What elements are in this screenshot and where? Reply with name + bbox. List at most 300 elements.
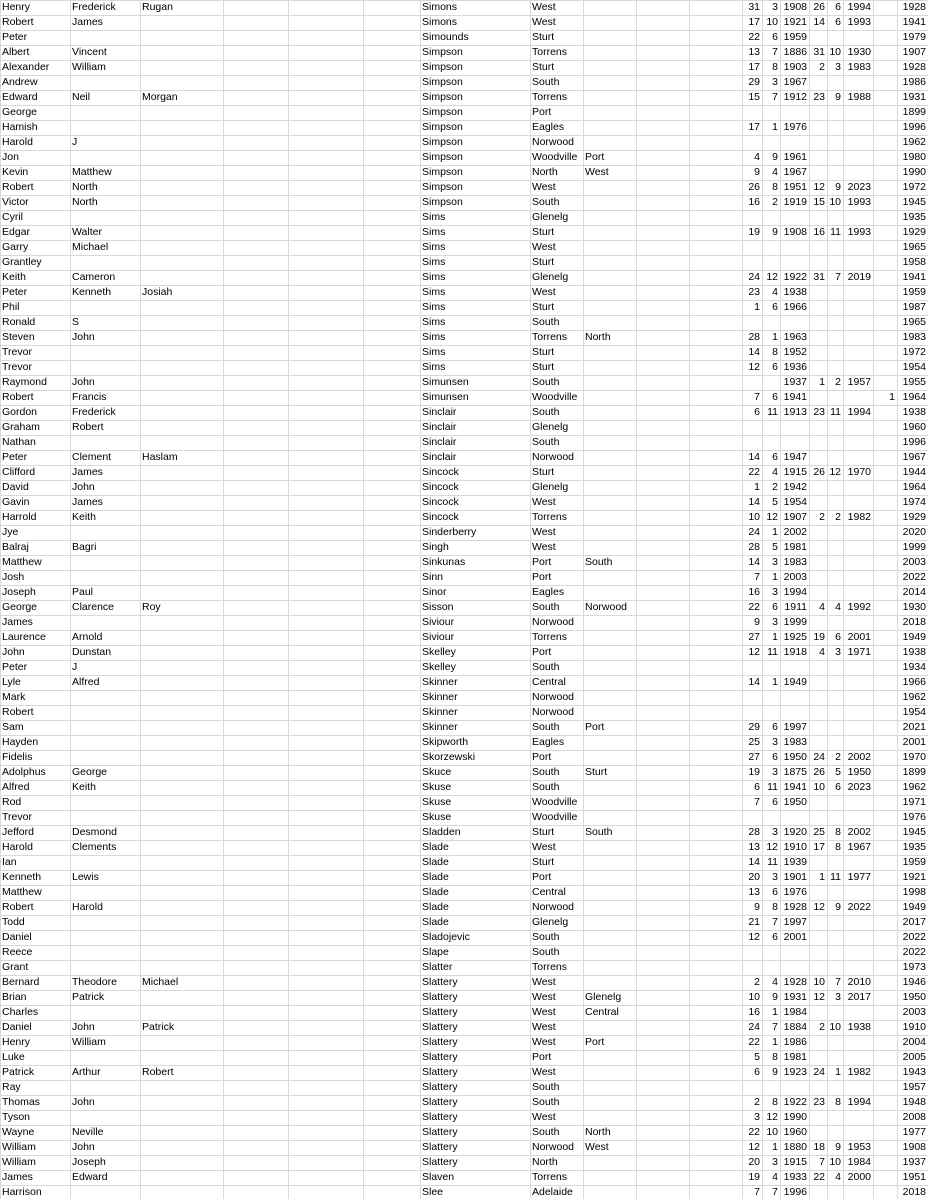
first-name-cell[interactable]: Lyle (2, 676, 21, 688)
middle-name-cell[interactable]: Francis (72, 391, 107, 403)
surname-cell[interactable]: Slattery (422, 1141, 458, 1153)
death-day-cell[interactable]: 25 (813, 826, 825, 838)
middle-name-cell[interactable]: North (72, 196, 98, 208)
birth-year-cell[interactable] (780, 105, 809, 120)
middle-name-cell[interactable]: Patrick (72, 991, 105, 1003)
debut-year-cell[interactable]: 2017 (902, 916, 926, 928)
birth-month-cell[interactable]: 7 (772, 1186, 778, 1198)
first-name-cell[interactable]: Jye (2, 526, 19, 538)
birth-day-cell[interactable]: 21 (748, 916, 760, 928)
second-club-cell[interactable] (583, 495, 638, 510)
second-middle-name-cell[interactable] (140, 480, 225, 495)
middle-name-cell[interactable] (70, 75, 142, 90)
birth-month-cell[interactable]: 6 (772, 721, 778, 733)
birth-month-cell[interactable] (762, 420, 780, 435)
surname-cell[interactable]: Simpson (422, 166, 463, 178)
surname-cell[interactable]: Simunsen (422, 391, 469, 403)
first-name-cell[interactable]: Garry (2, 241, 29, 253)
birth-month-cell[interactable]: 3 (772, 1156, 778, 1168)
death-year-cell[interactable] (843, 690, 873, 705)
death-day-cell[interactable] (809, 705, 827, 720)
surname-cell[interactable]: Slee (422, 1186, 444, 1198)
birth-year-cell[interactable]: 1938 (783, 286, 807, 298)
birth-month-cell[interactable]: 12 (766, 271, 778, 283)
death-year-cell[interactable] (843, 810, 873, 825)
debut-year-cell[interactable]: 1986 (902, 76, 926, 88)
debut-year-cell[interactable]: 1931 (902, 91, 926, 103)
surname-cell[interactable]: Skuse (422, 811, 452, 823)
death-day-cell[interactable] (809, 495, 827, 510)
death-day-cell[interactable] (809, 330, 827, 345)
surname-cell[interactable]: Slade (422, 886, 449, 898)
extra-cell[interactable] (873, 705, 897, 720)
club-cell[interactable]: West (532, 286, 556, 298)
first-name-cell[interactable]: William (2, 1141, 36, 1153)
club-cell[interactable]: Norwood (532, 1141, 575, 1153)
death-day-cell[interactable] (809, 690, 827, 705)
death-year-cell[interactable] (843, 435, 873, 450)
club-cell[interactable]: South (532, 1081, 560, 1093)
death-month-cell[interactable] (827, 150, 843, 165)
surname-cell[interactable]: Simpson (422, 106, 463, 118)
death-day-cell[interactable]: 31 (813, 46, 825, 58)
club-cell[interactable]: South (532, 931, 560, 943)
extra-cell[interactable] (873, 585, 897, 600)
birth-day-cell[interactable]: 14 (748, 346, 760, 358)
birth-month-cell[interactable]: 3 (772, 76, 778, 88)
first-name-cell[interactable]: Daniel (2, 931, 32, 943)
first-name-cell[interactable]: Peter (2, 661, 28, 673)
second-middle-name-cell[interactable] (140, 390, 225, 405)
second-middle-name-cell[interactable] (140, 240, 225, 255)
first-name-cell[interactable]: Andrew (2, 76, 38, 88)
debut-year-cell[interactable]: 1987 (902, 301, 926, 313)
middle-name-cell[interactable] (70, 120, 142, 135)
second-middle-name-cell[interactable] (140, 615, 225, 630)
death-year-cell[interactable]: 1950 (847, 766, 871, 778)
death-year-cell[interactable] (843, 660, 873, 675)
first-name-cell[interactable]: Raymond (2, 376, 47, 388)
birth-day-cell[interactable] (742, 660, 762, 675)
debut-year-cell[interactable]: 1979 (902, 31, 926, 43)
surname-cell[interactable]: Slattery (422, 1156, 458, 1168)
surname-cell[interactable]: Slatter (422, 961, 453, 973)
middle-name-cell[interactable]: Cameron (72, 271, 116, 283)
birth-year-cell[interactable]: 1921 (783, 16, 807, 28)
birth-month-cell[interactable]: 1 (772, 121, 778, 133)
second-middle-name-cell[interactable] (140, 930, 225, 945)
debut-year-cell[interactable]: 1954 (902, 706, 926, 718)
second-middle-name-cell[interactable] (140, 570, 225, 585)
surname-cell[interactable]: Slade (422, 901, 449, 913)
death-day-cell[interactable]: 14 (813, 16, 825, 28)
death-year-cell[interactable] (843, 885, 873, 900)
second-club-cell[interactable] (583, 855, 638, 870)
birth-year-cell[interactable]: 1903 (783, 61, 807, 73)
second-middle-name-cell[interactable] (140, 75, 225, 90)
first-name-cell[interactable]: Peter (2, 31, 28, 43)
death-month-cell[interactable] (827, 420, 843, 435)
second-club-cell[interactable]: Port (585, 721, 605, 733)
middle-name-cell[interactable]: Desmond (72, 826, 117, 838)
middle-name-cell[interactable]: James (72, 496, 103, 508)
death-month-cell[interactable] (827, 960, 843, 975)
death-month-cell[interactable] (827, 675, 843, 690)
surname-cell[interactable]: Sincock (422, 496, 459, 508)
death-day-cell[interactable]: 22 (813, 1171, 825, 1183)
birth-day-cell[interactable]: 19 (748, 1171, 760, 1183)
middle-name-cell[interactable]: Keith (72, 781, 96, 793)
death-year-cell[interactable] (843, 705, 873, 720)
second-club-cell[interactable] (583, 930, 638, 945)
debut-year-cell[interactable]: 1941 (902, 271, 926, 283)
birth-day-cell[interactable]: 31 (748, 1, 760, 13)
death-month-cell[interactable] (827, 300, 843, 315)
second-club-cell[interactable]: Norwood (585, 601, 628, 613)
first-name-cell[interactable]: Kevin (2, 166, 29, 178)
birth-year-cell[interactable] (780, 135, 809, 150)
birth-year-cell[interactable]: 1886 (783, 46, 807, 58)
surname-cell[interactable]: Slattery (422, 1126, 458, 1138)
extra-cell[interactable] (873, 465, 897, 480)
second-middle-name-cell[interactable] (140, 375, 225, 390)
birth-month-cell[interactable]: 6 (772, 31, 778, 43)
debut-year-cell[interactable]: 1930 (902, 601, 926, 613)
debut-year-cell[interactable]: 1929 (902, 511, 926, 523)
extra-cell[interactable] (873, 345, 897, 360)
birth-year-cell[interactable]: 1963 (783, 331, 807, 343)
birth-day-cell[interactable]: 12 (748, 646, 760, 658)
middle-name-cell[interactable]: John (72, 1021, 95, 1033)
first-name-cell[interactable]: Patrick (2, 1066, 35, 1078)
death-month-cell[interactable]: 4 (835, 1171, 841, 1183)
second-middle-name-cell[interactable] (140, 180, 225, 195)
death-day-cell[interactable] (809, 240, 827, 255)
birth-day-cell[interactable] (742, 435, 762, 450)
death-year-cell[interactable]: 1984 (847, 1156, 871, 1168)
birth-day-cell[interactable] (742, 210, 762, 225)
second-middle-name-cell[interactable] (140, 840, 225, 855)
second-middle-name-cell[interactable] (140, 210, 225, 225)
birth-month-cell[interactable]: 7 (772, 1021, 778, 1033)
second-club-cell[interactable]: Sturt (585, 766, 608, 778)
death-month-cell[interactable] (827, 345, 843, 360)
birth-day-cell[interactable]: 22 (748, 466, 760, 478)
club-cell[interactable]: Glenelg (532, 481, 569, 493)
death-year-cell[interactable]: 1994 (847, 406, 871, 418)
extra-cell[interactable] (873, 0, 897, 15)
birth-day-cell[interactable] (742, 810, 762, 825)
death-year-cell[interactable] (843, 75, 873, 90)
death-day-cell[interactable] (809, 1125, 827, 1140)
death-day-cell[interactable] (809, 810, 827, 825)
club-cell[interactable]: Sturt (532, 61, 555, 73)
death-year-cell[interactable] (843, 1005, 873, 1020)
surname-cell[interactable]: Sincock (422, 481, 459, 493)
debut-year-cell[interactable]: 1965 (902, 316, 926, 328)
surname-cell[interactable]: Siviour (422, 631, 455, 643)
birth-month-cell[interactable]: 1 (772, 676, 778, 688)
first-name-cell[interactable]: Edward (2, 91, 38, 103)
birth-month-cell[interactable]: 8 (772, 901, 778, 913)
debut-year-cell[interactable]: 1948 (902, 1096, 926, 1108)
death-month-cell[interactable] (827, 210, 843, 225)
extra-cell[interactable] (873, 1050, 897, 1065)
death-month-cell[interactable]: 10 (829, 1021, 841, 1033)
death-day-cell[interactable] (809, 960, 827, 975)
birth-year-cell[interactable]: 1912 (783, 91, 807, 103)
death-year-cell[interactable] (843, 150, 873, 165)
club-cell[interactable]: Sturt (532, 301, 555, 313)
second-middle-name-cell[interactable] (140, 45, 225, 60)
second-middle-name-cell[interactable] (140, 435, 225, 450)
second-club-cell[interactable] (583, 435, 638, 450)
second-middle-name-cell[interactable] (140, 1110, 225, 1125)
club-cell[interactable]: West (532, 16, 556, 28)
middle-name-cell[interactable] (70, 210, 142, 225)
second-club-cell[interactable] (583, 810, 638, 825)
debut-year-cell[interactable]: 1928 (902, 61, 926, 73)
birth-day-cell[interactable] (742, 135, 762, 150)
death-year-cell[interactable] (843, 240, 873, 255)
club-cell[interactable]: Norwood (532, 706, 575, 718)
club-cell[interactable]: Woodville (532, 151, 578, 163)
second-club-cell[interactable] (583, 915, 638, 930)
club-cell[interactable]: Glenelg (532, 271, 569, 283)
surname-cell[interactable]: Slattery (422, 991, 458, 1003)
birth-day-cell[interactable]: 29 (748, 76, 760, 88)
birth-month-cell[interactable]: 1 (772, 331, 778, 343)
second-club-cell[interactable] (583, 1095, 638, 1110)
death-year-cell[interactable]: 1977 (847, 871, 871, 883)
middle-name-cell[interactable] (70, 915, 142, 930)
club-cell[interactable]: Port (532, 646, 552, 658)
birth-month-cell[interactable]: 2 (772, 481, 778, 493)
extra-cell[interactable] (873, 510, 897, 525)
club-cell[interactable]: Sturt (532, 346, 555, 358)
first-name-cell[interactable]: Reece (2, 946, 33, 958)
death-year-cell[interactable]: 1982 (847, 1066, 871, 1078)
death-month-cell[interactable] (827, 480, 843, 495)
death-month-cell[interactable] (827, 615, 843, 630)
death-day-cell[interactable] (809, 315, 827, 330)
death-year-cell[interactable]: 2023 (847, 181, 871, 193)
middle-name-cell[interactable]: John (72, 331, 95, 343)
club-cell[interactable]: West (532, 496, 556, 508)
death-day-cell[interactable] (809, 420, 827, 435)
second-middle-name-cell[interactable] (140, 855, 225, 870)
second-middle-name-cell[interactable] (140, 225, 225, 240)
first-name-cell[interactable]: Kenneth (2, 871, 42, 883)
extra-cell[interactable] (873, 975, 897, 990)
death-month-cell[interactable] (827, 315, 843, 330)
club-cell[interactable]: West (532, 241, 556, 253)
second-club-cell[interactable] (583, 0, 638, 15)
birth-day-cell[interactable]: 24 (748, 526, 760, 538)
first-name-cell[interactable]: Alexander (2, 61, 50, 73)
birth-month-cell[interactable]: 12 (766, 511, 778, 523)
debut-year-cell[interactable]: 2018 (902, 616, 926, 628)
death-month-cell[interactable] (827, 720, 843, 735)
death-day-cell[interactable] (809, 1110, 827, 1125)
middle-name-cell[interactable] (70, 1185, 142, 1200)
birth-year-cell[interactable]: 1875 (783, 766, 807, 778)
death-month-cell[interactable] (827, 705, 843, 720)
middle-name-cell[interactable] (70, 300, 142, 315)
birth-month-cell[interactable]: 8 (772, 1051, 778, 1063)
death-month-cell[interactable]: 10 (829, 196, 841, 208)
second-middle-name-cell[interactable] (140, 360, 225, 375)
second-club-cell[interactable] (583, 135, 638, 150)
surname-cell[interactable]: Skuse (422, 796, 452, 808)
middle-name-cell[interactable]: J (72, 136, 78, 148)
club-cell[interactable]: Sturt (532, 256, 555, 268)
second-middle-name-cell[interactable]: Roy (142, 601, 161, 613)
birth-day-cell[interactable]: 14 (748, 856, 760, 868)
debut-year-cell[interactable]: 1962 (902, 781, 926, 793)
birth-day-cell[interactable] (742, 945, 762, 960)
extra-cell[interactable] (873, 45, 897, 60)
debut-year-cell[interactable]: 1910 (902, 1021, 926, 1033)
first-name-cell[interactable]: Henry (2, 1036, 31, 1048)
birth-year-cell[interactable] (780, 435, 809, 450)
club-cell[interactable]: South (532, 1096, 560, 1108)
extra-cell[interactable] (873, 225, 897, 240)
club-cell[interactable]: Norwood (532, 451, 575, 463)
club-cell[interactable]: South (532, 946, 560, 958)
club-cell[interactable]: Port (532, 106, 552, 118)
death-day-cell[interactable] (809, 345, 827, 360)
debut-year-cell[interactable]: 1974 (902, 496, 926, 508)
birth-year-cell[interactable]: 1913 (783, 406, 807, 418)
surname-cell[interactable]: Skinner (422, 721, 458, 733)
birth-day-cell[interactable]: 22 (748, 601, 760, 613)
surname-cell[interactable]: Simounds (422, 31, 469, 43)
birth-day-cell[interactable]: 14 (748, 496, 760, 508)
birth-month-cell[interactable]: 11 (767, 781, 778, 793)
second-middle-name-cell[interactable] (140, 525, 225, 540)
extra-cell[interactable] (873, 315, 897, 330)
extra-cell[interactable] (873, 135, 897, 150)
middle-name-cell[interactable]: Bagri (72, 541, 97, 553)
death-year-cell[interactable] (843, 1050, 873, 1065)
second-club-cell[interactable] (583, 45, 638, 60)
second-middle-name-cell[interactable] (140, 990, 225, 1005)
extra-cell[interactable] (873, 450, 897, 465)
birth-month-cell[interactable]: 1 (772, 1036, 778, 1048)
birth-month-cell[interactable] (762, 1080, 780, 1095)
first-name-cell[interactable]: Peter (2, 286, 28, 298)
extra-cell[interactable] (873, 885, 897, 900)
surname-cell[interactable]: Sladojevic (422, 931, 470, 943)
birth-year-cell[interactable]: 1925 (783, 631, 807, 643)
second-club-cell[interactable] (583, 225, 638, 240)
birth-month-cell[interactable]: 10 (766, 1126, 778, 1138)
second-club-cell[interactable] (583, 210, 638, 225)
death-day-cell[interactable]: 23 (813, 91, 825, 103)
birth-year-cell[interactable]: 1942 (783, 481, 807, 493)
birth-month-cell[interactable]: 1 (772, 571, 778, 583)
extra-cell[interactable] (873, 30, 897, 45)
second-middle-name-cell[interactable] (140, 750, 225, 765)
second-middle-name-cell[interactable] (140, 105, 225, 120)
second-middle-name-cell[interactable] (140, 60, 225, 75)
birth-month-cell[interactable] (762, 135, 780, 150)
birth-year-cell[interactable]: 1901 (783, 871, 807, 883)
birth-day-cell[interactable] (742, 315, 762, 330)
middle-name-cell[interactable] (70, 705, 142, 720)
second-club-cell[interactable] (583, 705, 638, 720)
debut-year-cell[interactable]: 1964 (902, 481, 926, 493)
debut-year-cell[interactable]: 1962 (902, 136, 926, 148)
death-year-cell[interactable] (843, 735, 873, 750)
second-club-cell[interactable] (583, 615, 638, 630)
extra-cell[interactable] (873, 1125, 897, 1140)
club-cell[interactable]: Sturt (532, 826, 555, 838)
second-club-cell[interactable] (583, 735, 638, 750)
birth-day-cell[interactable]: 16 (748, 1006, 760, 1018)
second-club-cell[interactable] (583, 1155, 638, 1170)
birth-day-cell[interactable]: 13 (748, 46, 760, 58)
club-cell[interactable]: West (532, 526, 556, 538)
middle-name-cell[interactable]: Lewis (72, 871, 99, 883)
surname-cell[interactable]: Simpson (422, 76, 463, 88)
debut-year-cell[interactable]: 1977 (902, 1126, 926, 1138)
middle-name-cell[interactable]: Walter (72, 226, 102, 238)
middle-name-cell[interactable]: James (72, 16, 103, 28)
first-name-cell[interactable]: Cyril (2, 211, 23, 223)
second-middle-name-cell[interactable]: Michael (142, 976, 179, 988)
debut-year-cell[interactable]: 1955 (902, 376, 926, 388)
birth-year-cell[interactable]: 1923 (783, 1066, 807, 1078)
surname-cell[interactable]: Sinkunas (422, 556, 466, 568)
debut-year-cell[interactable]: 1990 (902, 166, 926, 178)
birth-year-cell[interactable]: 1950 (783, 796, 807, 808)
club-cell[interactable]: South (532, 376, 560, 388)
debut-year-cell[interactable]: 1935 (902, 841, 926, 853)
first-name-cell[interactable]: Luke (2, 1051, 25, 1063)
first-name-cell[interactable]: Ray (2, 1081, 21, 1093)
birth-day-cell[interactable]: 13 (748, 886, 760, 898)
extra-cell[interactable] (873, 240, 897, 255)
surname-cell[interactable]: Singh (422, 541, 449, 553)
death-day-cell[interactable] (809, 360, 827, 375)
birth-month-cell[interactable]: 3 (772, 556, 778, 568)
birth-month-cell[interactable]: 9 (772, 151, 778, 163)
birth-day-cell[interactable]: 14 (748, 451, 760, 463)
second-middle-name-cell[interactable] (140, 15, 225, 30)
birth-month-cell[interactable]: 2 (772, 196, 778, 208)
death-year-cell[interactable] (843, 300, 873, 315)
death-year-cell[interactable]: 1992 (847, 601, 871, 613)
surname-cell[interactable]: Skorzewski (422, 751, 476, 763)
death-month-cell[interactable]: 8 (835, 826, 841, 838)
second-club-cell[interactable] (583, 1080, 638, 1095)
death-month-cell[interactable]: 11 (830, 406, 841, 418)
second-middle-name-cell[interactable] (140, 150, 225, 165)
middle-name-cell[interactable] (70, 525, 142, 540)
death-year-cell[interactable] (843, 120, 873, 135)
death-month-cell[interactable] (827, 735, 843, 750)
death-month-cell[interactable]: 6 (835, 1, 841, 13)
birth-day-cell[interactable] (742, 960, 762, 975)
death-day-cell[interactable] (809, 855, 827, 870)
death-day-cell[interactable]: 17 (813, 841, 825, 853)
birth-month-cell[interactable] (762, 810, 780, 825)
extra-cell[interactable] (873, 195, 897, 210)
middle-name-cell[interactable] (70, 435, 142, 450)
death-month-cell[interactable] (827, 855, 843, 870)
